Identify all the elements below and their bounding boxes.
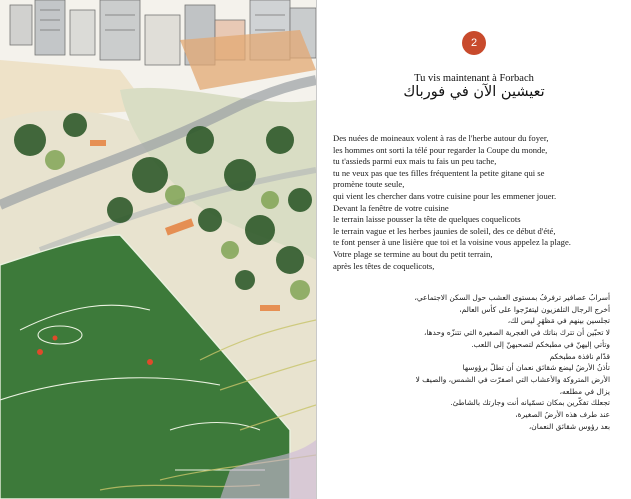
poem-line-fr: Des nuées de moineaux volent à ras de l'herbe autour du foyer, bbox=[333, 133, 549, 143]
poem-line-fr: qui vient les chercher dans votre cuisine pour les emmener jouer. bbox=[333, 190, 557, 201]
poem-line-fr: après les têtes de coquelicots, bbox=[333, 260, 435, 271]
poem-line-ar: تجلسين بينهم في مَظهَرٍ ليس لك، bbox=[507, 316, 610, 326]
poem-line-ar: قدّام نافذة مطبخكم bbox=[549, 351, 610, 361]
poem-line-fr: Votre plage se termine au bout du petit terrain, bbox=[333, 248, 493, 259]
poem-line-fr: te font penser à une lisière que toi et la voisine vous appelez la plage. bbox=[333, 237, 571, 248]
poem-line-ar: لا تحبّين أن تترك بناتك في الغجرية الصغيرة التي تتنزّه وحدها، bbox=[424, 328, 610, 338]
poem-line-ar: بعد رؤوس شقائق النعمان، bbox=[528, 421, 610, 431]
poem-line-ar: أسرابُ عصافير ترفرفُ بمستوى العشب حول السكن الاجتماعي، bbox=[414, 293, 610, 302]
poem-line-ar: تأذنُ الأرضُ ليضع شقائق نعمان أن تطلّ برؤوسها bbox=[462, 363, 610, 373]
poem-line-ar: تجعلك تفكّرين بمكان تسمّيانه أنت وجارتك بالشاطئ. bbox=[450, 398, 610, 408]
poem-line-ar: الأرض المتروكة والأعشاب التي اصفرّت في الشمس، والصيف لا bbox=[415, 374, 610, 384]
poem-title-arabic: تعيشين الآن في فورباك bbox=[403, 84, 545, 100]
poem-french bbox=[333, 133, 625, 272]
poem-line-fr: les hommes ont sorti la télé pour regarder la Coupe du monde, bbox=[333, 144, 548, 155]
page-number-badge: 2 bbox=[462, 31, 486, 55]
poem-line-fr: Devant la fenêtre de votre cuisine bbox=[333, 202, 449, 213]
poem-line-fr: le terrain laisse pousser la tête de quelques coquelicots bbox=[333, 214, 521, 225]
poem-line-ar: عند طرف هذه الأرضُ الصغيرة، bbox=[515, 410, 610, 420]
poem-line-fr: tu ne veux pas que tes filles fréquentent la petite gitane qui se bbox=[333, 167, 545, 178]
poem-line-fr: tu t'assieds parmi eux mais tu fais un peu tache, bbox=[333, 156, 497, 167]
poem-arabic bbox=[352, 292, 610, 432]
poem-line-ar: وتأتي إليهنّ في مطبخكم لتصحبهنّ إلى اللعب. bbox=[471, 339, 610, 349]
poem-line-ar: يزال في مطلعه، bbox=[559, 386, 610, 396]
poem-line-ar: أخرج الرجال التلفزيون ليتفرّجوا على كأس العالم، bbox=[459, 304, 610, 314]
poem-line-fr: le terrain vague et les herbes jaunies de soleil, des ce début d'été, bbox=[333, 225, 556, 236]
poem-title-french: Tu vis maintenant à Forbach bbox=[414, 73, 534, 84]
poem-line-fr: promène toute seule, bbox=[333, 179, 405, 190]
